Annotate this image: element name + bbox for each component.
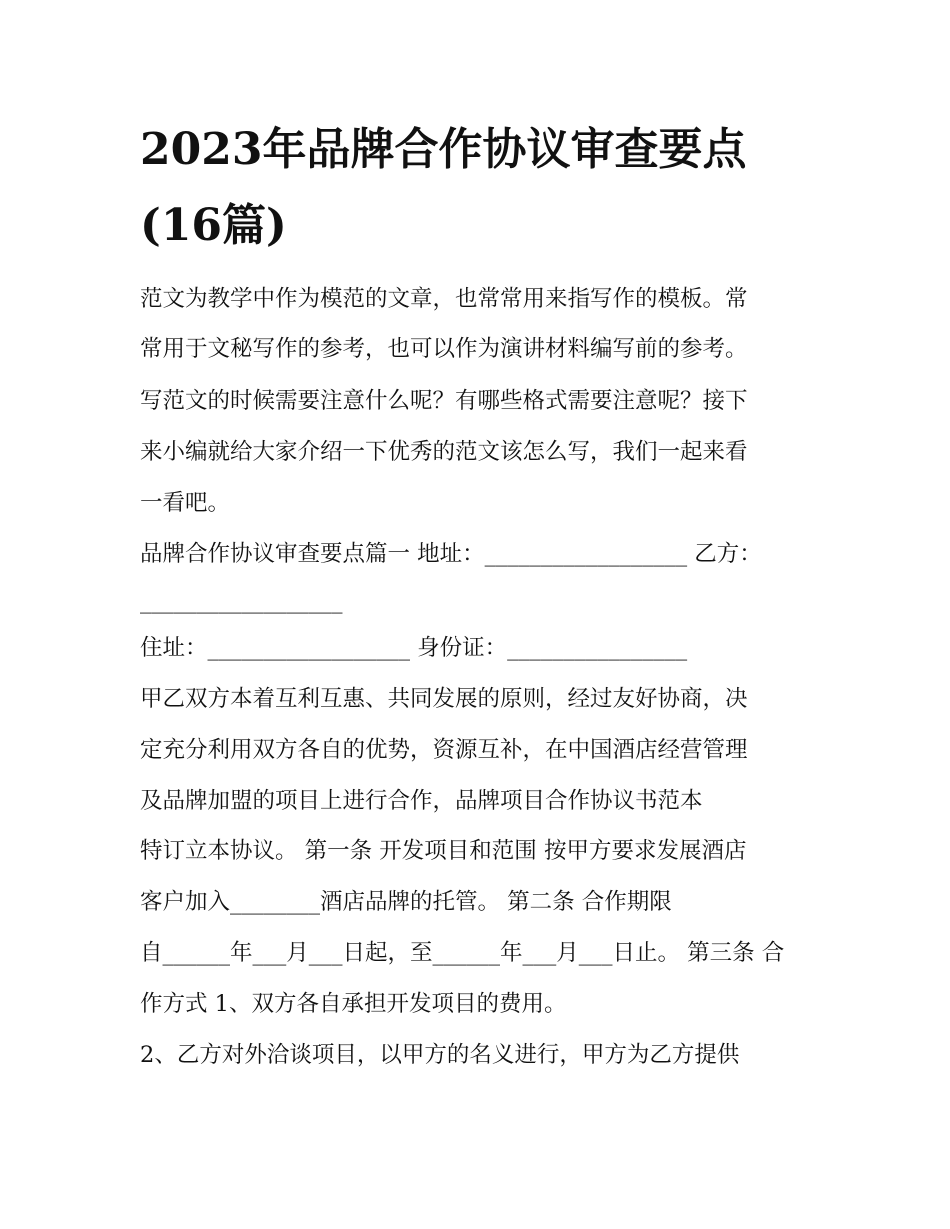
body-line: 品牌合作协议审查要点篇一 地址：__________________ 乙方： bbox=[140, 541, 762, 567]
body-line: 2、乙方对外洽谈项目，以甲方的名义进行，甲方为乙方提供 bbox=[140, 1042, 740, 1068]
body-line: 常用于文秘写作的参考，也可以作为演讲材料编写前的参考。 bbox=[140, 336, 748, 362]
body-line: 及品牌加盟的项目上进行合作，品牌项目合作协议书范本 bbox=[140, 788, 703, 814]
body-line: 客户加入________酒店品牌的托管。 第二条 合作期限 bbox=[140, 889, 672, 915]
title-line-2: (16篇) bbox=[140, 200, 287, 251]
title-line-1: 2023年品牌合作协议审查要点 bbox=[140, 124, 747, 175]
body-line: 范文为教学中作为模范的文章，也常常用来指写作的模板。常 bbox=[140, 286, 748, 312]
body-line: 写范文的时候需要注意什么呢？有哪些格式需要注意呢？接下 bbox=[140, 388, 748, 414]
body-line: __________________ bbox=[140, 588, 343, 614]
body-line: 来小编就给大家介绍一下优秀的范文该怎么写，我们一起来看 bbox=[140, 439, 748, 465]
body-line: 甲乙双方本着互利互惠、共同发展的原则，经过友好协商，决 bbox=[140, 686, 748, 712]
document-title bbox=[140, 112, 830, 264]
body-line: 住址：__________________ 身份证：________________ bbox=[140, 635, 688, 661]
body-line: 作方式 1、双方各自承担开发项目的费用。 bbox=[140, 991, 567, 1017]
body-line: 特订立本协议。 第一条 开发项目和范围 按甲方要求发展酒店 bbox=[140, 838, 747, 864]
body-line: 定充分利用双方各自的优势，资源互补，在中国酒店经营管理 bbox=[140, 737, 748, 763]
body-line: 一看吧。 bbox=[140, 490, 231, 516]
body-line: 自______年___月___日起，至______年___月___日止。 第三条 合 bbox=[140, 940, 785, 966]
